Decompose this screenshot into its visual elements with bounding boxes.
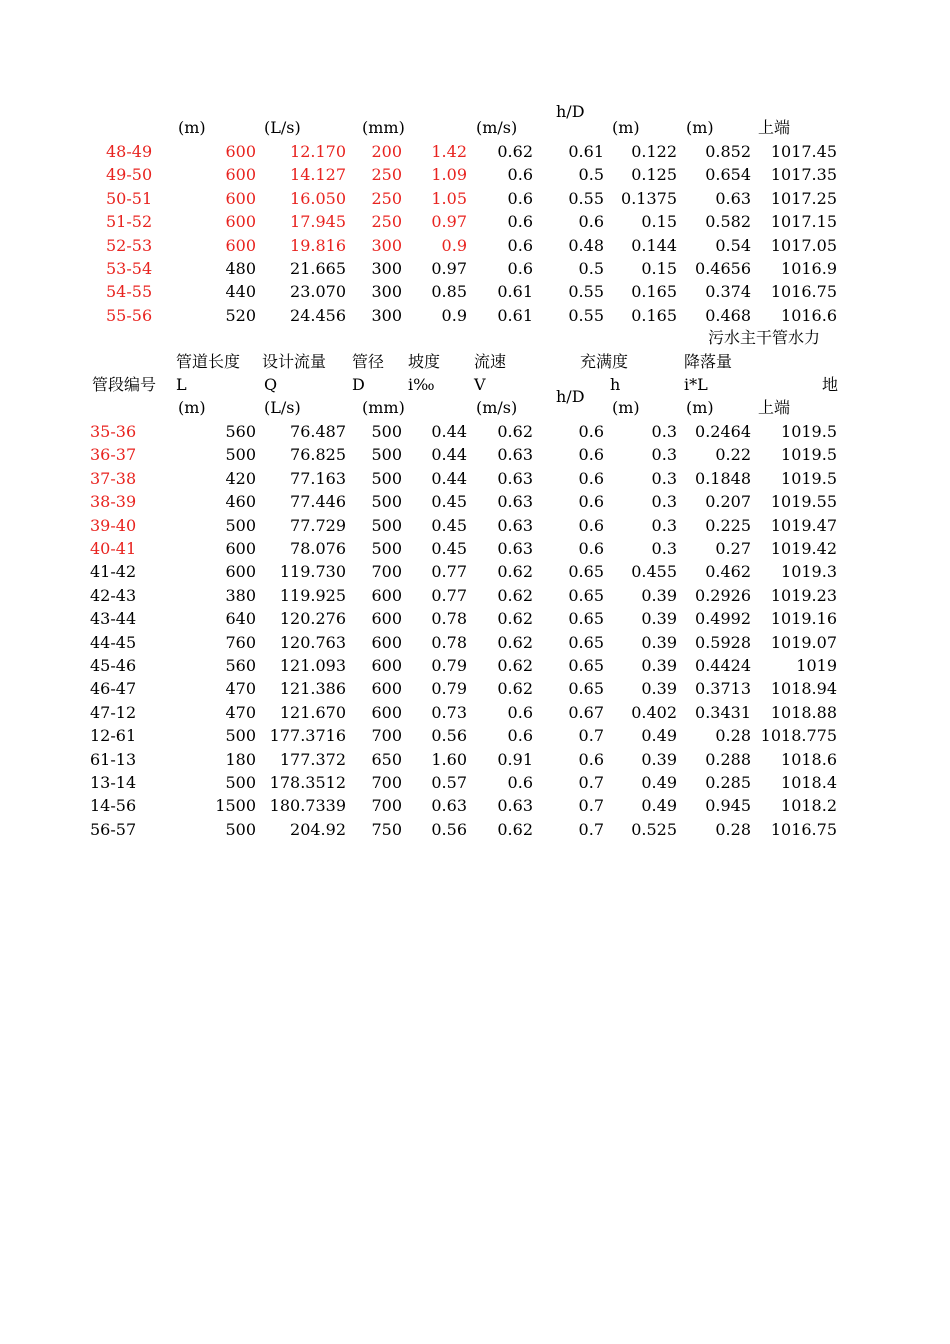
top-row-cell-L: 600 — [225, 142, 256, 161]
table-row-cell-iL: 0.462 — [705, 562, 751, 581]
table-row-cell-top: 1016.75 — [770, 820, 837, 839]
table-row-cell-hd: 0.6 — [578, 539, 604, 558]
top-row-cell-V: 0.6 — [507, 189, 533, 208]
top-row-cell-h: 0.1375 — [621, 189, 677, 208]
table-row-cell-D: 700 — [371, 562, 402, 581]
table-row-cell-iL: 0.4424 — [695, 656, 751, 675]
table-row-cell-top: 1018.4 — [781, 773, 837, 792]
top-row-cell-h: 0.165 — [631, 306, 677, 325]
table-row-cell-h: 0.455 — [631, 562, 677, 581]
top-row-cell-i: 0.9 — [441, 236, 467, 255]
top-row-cell-V: 0.6 — [507, 259, 533, 278]
table-row-cell-L: 470 — [225, 703, 256, 722]
table-row-cell-iL: 0.285 — [705, 773, 751, 792]
top-row-cell-h: 0.144 — [631, 236, 677, 255]
table-row-cell-h: 0.3 — [651, 516, 677, 535]
header-length-unit: (m) — [178, 398, 206, 417]
table-row-cell-L: 500 — [225, 726, 256, 745]
table-row-cell-D: 500 — [371, 539, 402, 558]
table-row-cell-h: 0.3 — [651, 492, 677, 511]
top-row-cell-Q: 17.945 — [290, 212, 346, 231]
table-row-cell-top: 1019.07 — [770, 633, 837, 652]
top-row-cell-top: 1016.9 — [781, 259, 837, 278]
header-hd: h/D — [556, 387, 585, 406]
top-row-cell-iL: 0.54 — [715, 236, 751, 255]
table-row-cell-top: 1018.775 — [760, 726, 837, 745]
top-unit-velocity: (m/s) — [476, 118, 518, 137]
top-row-cell-h: 0.165 — [631, 282, 677, 301]
top-row-cell-iL: 0.4656 — [695, 259, 751, 278]
table-row-cell-i: 0.57 — [431, 773, 467, 792]
table-row-cell-iL: 0.22 — [715, 445, 751, 464]
table-row-cell-top: 1019.47 — [770, 516, 837, 535]
table-row-cell-iL: 0.5928 — [695, 633, 751, 652]
table-row-cell-seg: 56-57 — [90, 820, 137, 839]
table-row-cell-Q: 178.3512 — [269, 773, 346, 792]
table-row-cell-D: 500 — [371, 422, 402, 441]
table-row-cell-V: 0.6 — [507, 773, 533, 792]
table-row-cell-i: 0.77 — [431, 562, 467, 581]
table-row-cell-V: 0.62 — [497, 820, 533, 839]
top-row-cell-Q: 23.070 — [290, 282, 346, 301]
table-row-cell-seg: 42-43 — [90, 586, 137, 605]
top-row-cell-L: 600 — [225, 189, 256, 208]
table-row-cell-Q: 119.730 — [279, 562, 346, 581]
top-row-cell-iL: 0.468 — [705, 306, 751, 325]
table-row-cell-top: 1019.42 — [770, 539, 837, 558]
table-row-cell-i: 0.79 — [431, 656, 467, 675]
section-title: 污水主干管水力 — [708, 328, 821, 347]
table-row-cell-hd: 0.7 — [578, 796, 604, 815]
table-row-cell-V: 0.63 — [497, 445, 533, 464]
table-row-cell-top: 1019.5 — [781, 469, 837, 488]
top-row-cell-D: 200 — [371, 142, 402, 161]
header-length-name: 管道长度 — [176, 352, 241, 371]
table-row-cell-Q: 121.386 — [279, 679, 346, 698]
header-drop-name: 降落量 — [684, 352, 733, 371]
top-row-cell-hd: 0.6 — [578, 212, 604, 231]
header-upper-end-label: 上端 — [758, 398, 791, 417]
header-drop-unit: (m) — [686, 398, 714, 417]
table-row-cell-seg: 39-40 — [90, 516, 137, 535]
top-row-cell-L: 600 — [225, 236, 256, 255]
top-row-cell-iL: 0.852 — [705, 142, 751, 161]
top-row-cell-top: 1016.6 — [781, 306, 837, 325]
header-flow-symbol: Q — [264, 375, 278, 394]
top-row-cell-i: 1.42 — [431, 142, 467, 161]
table-row-cell-hd: 0.65 — [568, 679, 604, 698]
table-row-cell-V: 0.63 — [497, 492, 533, 511]
table-row-cell-i: 0.45 — [431, 539, 467, 558]
header-diameter-symbol: D — [352, 375, 365, 394]
table-row-cell-V: 0.62 — [497, 562, 533, 581]
table-row-cell-D: 500 — [371, 445, 402, 464]
top-row-cell-iL: 0.582 — [705, 212, 751, 231]
table-row-cell-seg: 41-42 — [90, 562, 137, 581]
header-velocity-unit: (m/s) — [476, 398, 518, 417]
table-row-cell-top: 1019.23 — [770, 586, 837, 605]
header-slope-symbol: i‰ — [408, 375, 435, 394]
header-fullness-name: 充满度 — [580, 352, 629, 371]
top-row-cell-seg: 55-56 — [106, 306, 153, 325]
table-row-cell-V: 0.62 — [497, 633, 533, 652]
top-row-cell-hd: 0.5 — [578, 259, 604, 278]
header-length-symbol: L — [176, 375, 187, 394]
top-row-cell-i: 0.97 — [431, 212, 467, 231]
table-row-cell-iL: 0.3713 — [695, 679, 751, 698]
table-row-cell-V: 0.6 — [507, 703, 533, 722]
table-row-cell-h: 0.49 — [641, 726, 677, 745]
table-row-cell-iL: 0.207 — [705, 492, 751, 511]
table-row-cell-L: 460 — [225, 492, 256, 511]
table-row-cell-seg: 38-39 — [90, 492, 137, 511]
table-row-cell-i: 0.79 — [431, 679, 467, 698]
header-segment-id: 管段编号 — [92, 375, 157, 394]
table-row-cell-top: 1019.3 — [781, 562, 837, 581]
top-row-cell-hd: 0.55 — [568, 189, 604, 208]
table-row-cell-seg: 47-12 — [90, 703, 137, 722]
table-row-cell-Q: 121.093 — [279, 656, 346, 675]
table-row-cell-i: 0.77 — [431, 586, 467, 605]
table-row-cell-V: 0.62 — [497, 679, 533, 698]
table-row-cell-L: 560 — [225, 422, 256, 441]
top-row-cell-seg: 50-51 — [106, 189, 153, 208]
table-row-cell-i: 0.44 — [431, 445, 467, 464]
top-row-cell-D: 300 — [371, 306, 402, 325]
table-row-cell-hd: 0.65 — [568, 586, 604, 605]
table-row-cell-iL: 0.288 — [705, 750, 751, 769]
top-row-cell-hd: 0.55 — [568, 306, 604, 325]
table-row-cell-top: 1019.5 — [781, 445, 837, 464]
table-row-cell-V: 0.62 — [497, 656, 533, 675]
top-row-cell-iL: 0.654 — [705, 165, 751, 184]
table-row-cell-L: 500 — [225, 773, 256, 792]
table-row-cell-seg: 46-47 — [90, 679, 137, 698]
table-row-cell-top: 1019.16 — [770, 609, 837, 628]
table-row-cell-iL: 0.28 — [715, 820, 751, 839]
top-row-cell-Q: 16.050 — [290, 189, 346, 208]
top-row-cell-L: 600 — [225, 165, 256, 184]
table-row-cell-hd: 0.7 — [578, 820, 604, 839]
table-row-cell-top: 1018.6 — [781, 750, 837, 769]
top-row-cell-hd: 0.5 — [578, 165, 604, 184]
table-row-cell-seg: 44-45 — [90, 633, 137, 652]
table-row-cell-h: 0.39 — [641, 679, 677, 698]
table-row-cell-i: 0.45 — [431, 516, 467, 535]
table-row-cell-hd: 0.6 — [578, 750, 604, 769]
table-row-cell-hd: 0.67 — [568, 703, 604, 722]
top-row-cell-V: 0.61 — [497, 282, 533, 301]
top-row-cell-h: 0.15 — [641, 212, 677, 231]
table-row-cell-iL: 0.225 — [705, 516, 751, 535]
top-row-cell-Q: 21.665 — [290, 259, 346, 278]
table-row-cell-Q: 177.372 — [279, 750, 346, 769]
table-row-cell-top: 1019.55 — [770, 492, 837, 511]
top-row-cell-Q: 14.127 — [290, 165, 346, 184]
top-row-cell-V: 0.6 — [507, 165, 533, 184]
table-row-cell-D: 600 — [371, 656, 402, 675]
top-row-cell-D: 300 — [371, 259, 402, 278]
table-row-cell-D: 700 — [371, 726, 402, 745]
table-row-cell-Q: 204.92 — [290, 820, 346, 839]
top-row-cell-i: 0.85 — [431, 282, 467, 301]
top-row-cell-V: 0.61 — [497, 306, 533, 325]
table-row-cell-h: 0.39 — [641, 633, 677, 652]
table-row-cell-seg: 14-56 — [90, 796, 137, 815]
table-row-cell-iL: 0.2464 — [695, 422, 751, 441]
top-row-cell-hd: 0.55 — [568, 282, 604, 301]
table-row-cell-i: 0.44 — [431, 422, 467, 441]
table-row-cell-hd: 0.65 — [568, 656, 604, 675]
top-row-cell-i: 1.05 — [431, 189, 467, 208]
table-row-cell-hd: 0.6 — [578, 422, 604, 441]
table-row-cell-L: 380 — [225, 586, 256, 605]
table-row-cell-D: 750 — [371, 820, 402, 839]
top-unit-flow: (L/s) — [264, 118, 301, 137]
top-upper-end-label: 上端 — [758, 118, 791, 137]
header-flow-name: 设计流量 — [262, 352, 327, 371]
table-row-cell-i: 0.63 — [431, 796, 467, 815]
table-row-cell-h: 0.39 — [641, 656, 677, 675]
table-row-cell-V: 0.91 — [497, 750, 533, 769]
header-drop-symbol: i*L — [684, 375, 708, 394]
table-row-cell-seg: 37-38 — [90, 469, 137, 488]
table-row-cell-V: 0.62 — [497, 609, 533, 628]
table-row-cell-V: 0.62 — [497, 586, 533, 605]
table-row-cell-i: 0.56 — [431, 820, 467, 839]
top-row-cell-Q: 24.456 — [290, 306, 346, 325]
clipped-header-hd: h/D — [556, 102, 585, 121]
top-row-cell-seg: 54-55 — [106, 282, 153, 301]
table-row-cell-D: 700 — [371, 796, 402, 815]
table-row-cell-L: 420 — [225, 469, 256, 488]
table-row-cell-top: 1018.2 — [781, 796, 837, 815]
header-depth-symbol: h — [610, 375, 621, 394]
table-row-cell-L: 500 — [225, 516, 256, 535]
table-row-cell-seg: 35-36 — [90, 422, 137, 441]
table-row-cell-seg: 40-41 — [90, 539, 137, 558]
top-unit-depth: (m) — [612, 118, 640, 137]
table-row-cell-iL: 0.2926 — [695, 586, 751, 605]
top-row-cell-D: 250 — [371, 189, 402, 208]
top-row-cell-D: 300 — [371, 236, 402, 255]
table-row-cell-h: 0.3 — [651, 469, 677, 488]
table-row-cell-seg: 12-61 — [90, 726, 137, 745]
table-row-cell-top: 1018.88 — [770, 703, 837, 722]
table-row-cell-Q: 120.276 — [279, 609, 346, 628]
table-row-cell-Q: 78.076 — [290, 539, 346, 558]
table-row-cell-h: 0.39 — [641, 609, 677, 628]
table-row-cell-iL: 0.27 — [715, 539, 751, 558]
top-row-cell-D: 250 — [371, 165, 402, 184]
top-row-cell-hd: 0.48 — [568, 236, 604, 255]
table-row-cell-top: 1018.94 — [770, 679, 837, 698]
header-flow-unit: (L/s) — [264, 398, 301, 417]
table-row-cell-L: 470 — [225, 679, 256, 698]
table-row-cell-D: 600 — [371, 703, 402, 722]
table-row-cell-hd: 0.6 — [578, 469, 604, 488]
table-row-cell-Q: 121.670 — [279, 703, 346, 722]
top-row-cell-L: 600 — [225, 212, 256, 231]
table-row-cell-h: 0.49 — [641, 796, 677, 815]
table-row-cell-Q: 119.925 — [279, 586, 346, 605]
top-row-cell-h: 0.125 — [631, 165, 677, 184]
table-row-cell-hd: 0.65 — [568, 633, 604, 652]
table-row-cell-Q: 177.3716 — [269, 726, 346, 745]
top-row-cell-h: 0.15 — [641, 259, 677, 278]
top-row-cell-D: 250 — [371, 212, 402, 231]
table-row-cell-L: 600 — [225, 562, 256, 581]
table-row-cell-Q: 77.446 — [290, 492, 346, 511]
table-row-cell-Q: 120.763 — [279, 633, 346, 652]
table-row-cell-hd: 0.7 — [578, 726, 604, 745]
table-row-cell-seg: 13-14 — [90, 773, 137, 792]
table-row-cell-hd: 0.7 — [578, 773, 604, 792]
top-row-cell-top: 1016.75 — [770, 282, 837, 301]
table-row-cell-iL: 0.1848 — [695, 469, 751, 488]
table-row-cell-L: 500 — [225, 445, 256, 464]
table-row-cell-L: 760 — [225, 633, 256, 652]
header-slope-name: 坡度 — [408, 352, 441, 371]
table-row-cell-L: 560 — [225, 656, 256, 675]
table-row-cell-i: 0.78 — [431, 633, 467, 652]
header-diameter-name: 管径 — [352, 352, 385, 371]
top-row-cell-seg: 49-50 — [106, 165, 153, 184]
table-row-cell-i: 0.45 — [431, 492, 467, 511]
table-row-cell-h: 0.402 — [631, 703, 677, 722]
table-row-cell-i: 0.44 — [431, 469, 467, 488]
table-row-cell-h: 0.3 — [651, 445, 677, 464]
top-row-cell-V: 0.6 — [507, 212, 533, 231]
top-unit-diameter: (mm) — [362, 118, 405, 137]
top-row-cell-hd: 0.61 — [568, 142, 604, 161]
table-row-cell-iL: 0.3431 — [695, 703, 751, 722]
table-row-cell-Q: 180.7339 — [269, 796, 346, 815]
table-row-cell-top: 1019.5 — [781, 422, 837, 441]
table-row-cell-h: 0.3 — [651, 539, 677, 558]
top-row-cell-iL: 0.63 — [715, 189, 751, 208]
table-row-cell-Q: 76.825 — [290, 445, 346, 464]
top-row-cell-Q: 12.170 — [290, 142, 346, 161]
table-row-cell-Q: 77.163 — [290, 469, 346, 488]
table-row-cell-V: 0.63 — [497, 469, 533, 488]
header-velocity-symbol: V — [474, 375, 486, 394]
top-row-cell-L: 440 — [225, 282, 256, 301]
top-row-cell-seg: 51-52 — [106, 212, 153, 231]
table-row-cell-seg: 43-44 — [90, 609, 137, 628]
header-diameter-unit: (mm) — [362, 398, 405, 417]
top-row-cell-top: 1017.45 — [770, 142, 837, 161]
table-row-cell-hd: 0.6 — [578, 516, 604, 535]
table-row-cell-V: 0.63 — [497, 516, 533, 535]
table-row-cell-top: 1019 — [796, 656, 837, 675]
table-row-cell-i: 1.60 — [431, 750, 467, 769]
top-row-cell-h: 0.122 — [631, 142, 677, 161]
table-row-cell-L: 600 — [225, 539, 256, 558]
table-row-cell-D: 700 — [371, 773, 402, 792]
table-row-cell-V: 0.63 — [497, 796, 533, 815]
table-row-cell-D: 500 — [371, 492, 402, 511]
table-row-cell-D: 600 — [371, 679, 402, 698]
table-row-cell-i: 0.78 — [431, 609, 467, 628]
table-row-cell-seg: 45-46 — [90, 656, 137, 675]
top-row-cell-top: 1017.15 — [770, 212, 837, 231]
top-row-cell-L: 520 — [225, 306, 256, 325]
table-row-cell-hd: 0.6 — [578, 492, 604, 511]
table-row-cell-seg: 36-37 — [90, 445, 137, 464]
table-row-cell-V: 0.6 — [507, 726, 533, 745]
table-row-cell-h: 0.525 — [631, 820, 677, 839]
table-row-cell-L: 1500 — [215, 796, 256, 815]
top-row-cell-top: 1017.35 — [770, 165, 837, 184]
table-row-cell-h: 0.39 — [641, 586, 677, 605]
table-row-cell-V: 0.62 — [497, 422, 533, 441]
table-row-cell-D: 600 — [371, 609, 402, 628]
table-row-cell-iL: 0.4992 — [695, 609, 751, 628]
top-row-cell-Q: 19.816 — [290, 236, 346, 255]
table-row-cell-hd: 0.65 — [568, 609, 604, 628]
top-row-cell-seg: 53-54 — [106, 259, 153, 278]
top-row-cell-i: 0.9 — [441, 306, 467, 325]
top-row-cell-V: 0.6 — [507, 236, 533, 255]
table-row-cell-D: 600 — [371, 633, 402, 652]
header-depth-unit: (m) — [612, 398, 640, 417]
top-row-cell-top: 1017.25 — [770, 189, 837, 208]
top-row-cell-D: 300 — [371, 282, 402, 301]
top-row-cell-i: 1.09 — [431, 165, 467, 184]
table-row-cell-L: 180 — [225, 750, 256, 769]
table-row-cell-seg: 61-13 — [90, 750, 137, 769]
table-row-cell-iL: 0.945 — [705, 796, 751, 815]
table-row-cell-h: 0.39 — [641, 750, 677, 769]
table-row-cell-D: 500 — [371, 516, 402, 535]
top-row-cell-seg: 52-53 — [106, 236, 153, 255]
header-velocity-name: 流速 — [474, 352, 507, 371]
table-row-cell-iL: 0.28 — [715, 726, 751, 745]
table-row-cell-L: 640 — [225, 609, 256, 628]
header-ground-label: 地 — [822, 375, 839, 394]
table-row-cell-Q: 76.487 — [290, 422, 346, 441]
table-row-cell-h: 0.49 — [641, 773, 677, 792]
table-row-cell-D: 600 — [371, 586, 402, 605]
table-row-cell-D: 650 — [371, 750, 402, 769]
table-row-cell-D: 500 — [371, 469, 402, 488]
table-row-cell-hd: 0.65 — [568, 562, 604, 581]
table-row-cell-i: 0.56 — [431, 726, 467, 745]
table-row-cell-Q: 77.729 — [290, 516, 346, 535]
top-unit-length: (m) — [178, 118, 206, 137]
table-row-cell-L: 500 — [225, 820, 256, 839]
top-row-cell-i: 0.97 — [431, 259, 467, 278]
top-row-cell-L: 480 — [225, 259, 256, 278]
top-row-cell-iL: 0.374 — [705, 282, 751, 301]
table-row-cell-i: 0.73 — [431, 703, 467, 722]
table-row-cell-V: 0.63 — [497, 539, 533, 558]
top-row-cell-seg: 48-49 — [106, 142, 153, 161]
table-row-cell-h: 0.3 — [651, 422, 677, 441]
table-row-cell-hd: 0.6 — [578, 445, 604, 464]
top-unit-drop: (m) — [686, 118, 714, 137]
top-row-cell-top: 1017.05 — [770, 236, 837, 255]
top-row-cell-V: 0.62 — [497, 142, 533, 161]
